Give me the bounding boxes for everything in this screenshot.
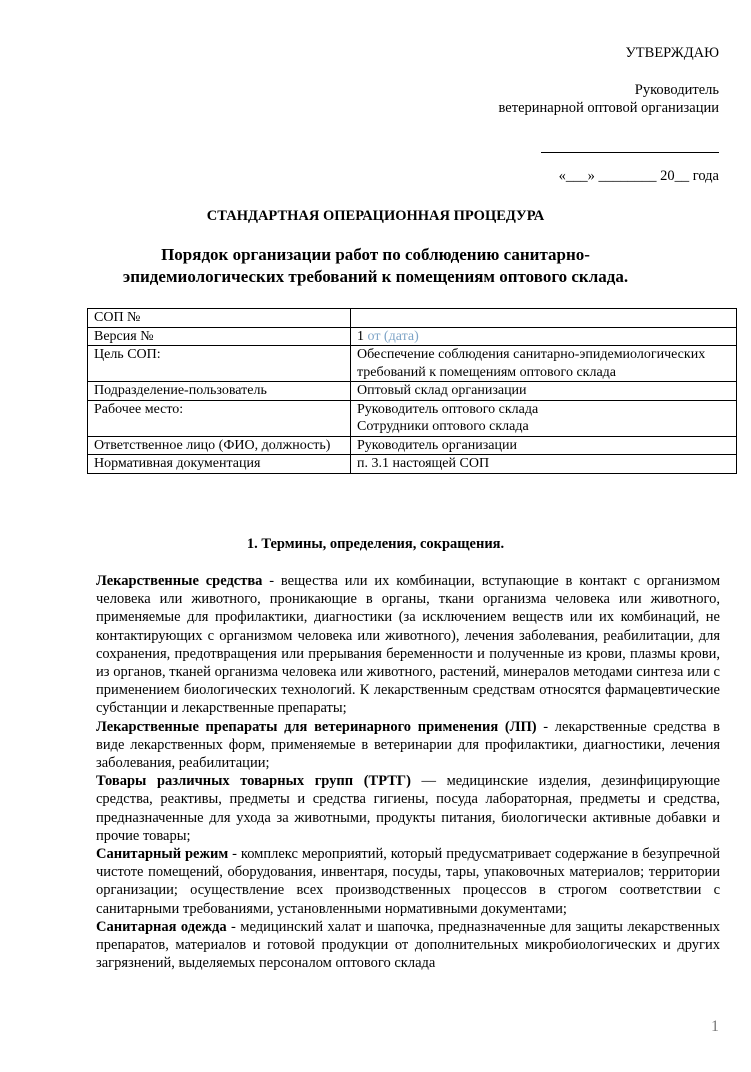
page-number: 1: [711, 1018, 719, 1035]
meta-key-regulations: Нормативная документация: [88, 455, 351, 474]
definition-term: Санитарный режим: [96, 846, 229, 863]
document-type: СТАНДАРТНАЯ ОПЕРАЦИОННАЯ ПРОЦЕДУРА: [206, 208, 545, 224]
table-row: [88, 455, 737, 474]
meta-key-responsible: Ответственное лицо (ФИО, должность): [88, 436, 351, 455]
section-body: [96, 572, 720, 972]
approval-title: УТВЕРЖДАЮ: [625, 45, 719, 61]
definition-text: - комплекс мероприятий, который предусматривает содержание в безупречной чистоте помещений, оборудования, инвентаря, посуды, тары, упаковочных материалов; территории организации; осуществление всех производственных процессов в строгом соответствии с санитарными требованиями, установленными нормативными документами;: [96, 846, 720, 917]
document-title: [100, 244, 651, 288]
document-title-line1: Порядок организации работ по соблюдению санитарно-: [161, 245, 590, 264]
meta-key-sop-number: СОП №: [88, 309, 351, 328]
sop-meta-table: [87, 308, 737, 474]
definition-term: Товары различных товарных групп (ТРТГ): [96, 773, 411, 790]
definition-term: Лекарственные препараты для ветеринарного применения (ЛП): [96, 718, 537, 735]
meta-value-regulations: п. 3.1 настоящей СОП: [351, 455, 737, 474]
meta-value-responsible: Руководитель организации: [351, 436, 737, 455]
table-row: [88, 400, 737, 436]
signature-line: [541, 122, 719, 153]
definition-term: Лекарственные средства: [96, 573, 263, 589]
meta-key-goal: Цель СОП:: [88, 346, 351, 382]
definition-paragraph: [96, 718, 720, 773]
definition-paragraph: [96, 918, 720, 973]
definition-paragraph: [96, 572, 720, 718]
definition-paragraph: [96, 772, 720, 845]
approval-date-line: «___» ________ 20__ года: [558, 167, 719, 184]
definition-text: - медицинский халат и шапочка, предназначенные для защиты лекарственных препаратов, материалов и готовой продукции от дополнительных микробиологических и других загрязнений, выделяемых персоналом оптового склада: [96, 918, 720, 972]
approval-role-line2: ветеринарной оптовой организации: [498, 100, 719, 116]
approval-role-line1: Руководитель: [634, 81, 719, 98]
definition-paragraph: [96, 845, 720, 918]
definition-term: Санитарная одежда: [96, 918, 227, 935]
section-heading: 1. Термины, определения, сокращения.: [246, 536, 505, 552]
workplace-line1: Руководитель оптового склада: [357, 401, 539, 417]
meta-key-version: Версия №: [88, 327, 351, 346]
meta-key-workplace: Рабочее место:: [88, 400, 351, 436]
meta-value-department: Оптовый склад организации: [351, 382, 737, 401]
table-row: [88, 382, 737, 401]
document-title-line2: эпидемиологических требований к помещениям оптового склада.: [122, 267, 629, 286]
table-row: [88, 309, 737, 328]
approval-block: [389, 44, 719, 185]
definition-text: — медицинские изделия, дезинфицирующие средства, реактивы, предметы и средства гигиены, посуда лабораторная, предметы и средства, предназначенные для ухода за животными, продукты питания, биологически активные добавки и прочие товары;: [96, 773, 720, 844]
meta-key-department: Подразделение-пользователь: [88, 382, 351, 401]
table-row: [88, 436, 737, 455]
meta-value-goal: Обеспечение соблюдения санитарно-эпидемиологических требований к помещениям оптового склада: [351, 346, 737, 382]
version-date: от (дата): [364, 328, 419, 344]
definition-text: - лекарственные средства в виде лекарственных форм, применяемые в ветеринарии для профилактики, диагностики, лечения заболевания, реабилитации;: [96, 718, 720, 772]
definition-text: - вещества или их комбинации, вступающие в контакт с организмом человека или животного, проникающие в органы, ткани организма человека или животного, применяемые для профилактики, диагностики (за исключением веществ или их комбинаций, не контактирующих с организмом человека или животного), лечения заболевания, реабилитации, для сохранения, предотвращения или прерывания беременности и полученные из крови, плазмы крови, из органов, тканей организма человека или животного, растений, минералов методами синтеза или с применением биологических технологий. К лекарственным средствам относятся фармацевтические субстанции и лекарственные препараты;: [96, 573, 720, 717]
table-row: [88, 346, 737, 382]
table-row: [88, 327, 737, 346]
meta-value-version: [351, 327, 737, 346]
meta-value-workplace: [351, 400, 737, 436]
meta-value-sop-number: [351, 309, 737, 328]
version-number: 1: [357, 328, 364, 344]
workplace-line2: Сотрудники оптового склада: [357, 419, 529, 434]
